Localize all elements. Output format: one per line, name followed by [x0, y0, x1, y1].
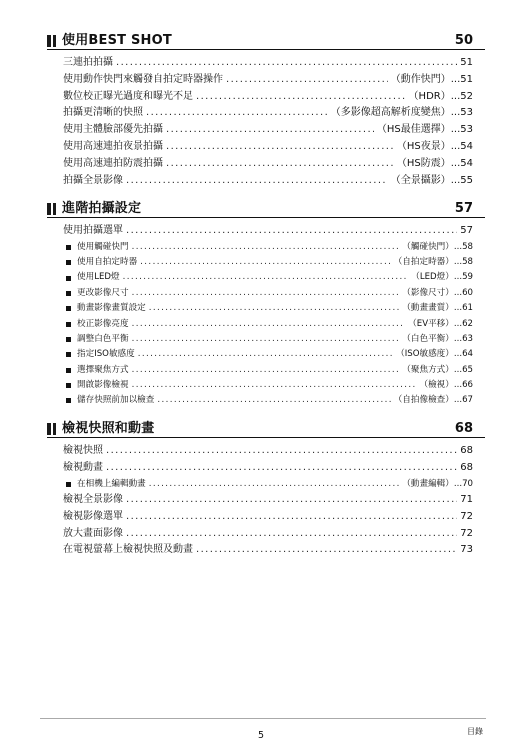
- section-bar-icon: [47, 203, 56, 215]
- dot-leader: [166, 156, 394, 173]
- footer-page-number: 5: [258, 730, 265, 741]
- toc-entry[interactable]: [63, 509, 473, 526]
- toc-entry[interactable]: [63, 139, 473, 156]
- dot-leader: [126, 492, 457, 509]
- toc-entry-label: 檢視動畫: [63, 461, 103, 473]
- toc-entry-page: 61: [462, 303, 473, 314]
- square-bullet-icon: [66, 322, 71, 327]
- dot-leader: [132, 240, 400, 255]
- toc-entry[interactable]: [63, 492, 473, 509]
- dot-leader: [132, 317, 406, 332]
- toc-entry-label: 使用自拍定時器: [77, 257, 138, 268]
- dot-leader-short: ...: [453, 395, 463, 406]
- toc-entry-menu-name: （觸碰快門）: [402, 241, 454, 252]
- dot-leader: [132, 363, 400, 378]
- toc-entry-page: 51: [460, 73, 473, 85]
- toc-entry-label: 使用動作快門來觸發自拍定時器操作: [63, 73, 223, 85]
- toc-entry-page: 68: [460, 445, 473, 456]
- toc-entry[interactable]: [63, 156, 473, 173]
- toc-entry[interactable]: [63, 477, 473, 492]
- toc-entry[interactable]: [63, 317, 473, 332]
- dot-leader: [132, 332, 400, 347]
- toc-entry-list: [47, 443, 485, 559]
- dot-leader-short: ...: [450, 140, 461, 152]
- footer-divider: [40, 718, 486, 719]
- dot-leader: [106, 443, 457, 460]
- toc-entry-menu-name: （自拍定時器）: [393, 257, 454, 268]
- dot-leader: [196, 542, 457, 559]
- toc-entry[interactable]: [63, 526, 473, 543]
- toc-entry[interactable]: [63, 301, 473, 316]
- toc-entry-label: 使用拍攝選單: [63, 225, 123, 236]
- dot-leader: [196, 89, 406, 106]
- toc-entry-menu-name: （檢視）: [419, 379, 454, 390]
- dot-leader: [126, 173, 388, 190]
- toc-entry-label: 三連拍拍攝: [63, 57, 113, 68]
- toc-entry[interactable]: [63, 173, 473, 190]
- toc-entry-page: 58: [462, 241, 473, 252]
- footer-section-label: 目錄: [467, 727, 483, 736]
- toc-entry-label: 在電視螢幕上檢視快照及動畫: [63, 544, 193, 556]
- toc-entry-menu-name: （影像尺寸）: [402, 287, 454, 298]
- toc-entry-menu-name: （EV平移）: [408, 318, 454, 329]
- toc-entry-page: 54: [460, 157, 473, 169]
- dot-leader: [123, 270, 409, 285]
- toc-entry[interactable]: [63, 72, 473, 89]
- toc-entry[interactable]: [63, 122, 473, 139]
- dot-leader: [116, 55, 457, 72]
- section-header: [47, 33, 485, 50]
- dot-leader: [166, 122, 374, 139]
- toc-entry[interactable]: [63, 270, 473, 285]
- dot-leader: [126, 526, 457, 543]
- toc-entry-menu-name: （自拍像檢查）: [393, 395, 454, 406]
- toc-entry[interactable]: [63, 89, 473, 106]
- toc-entry-menu-name: （ISO敏感度）: [396, 349, 454, 360]
- toc-entry[interactable]: [63, 55, 473, 72]
- toc-entry-label: 動畫影像畫質設定: [77, 303, 146, 314]
- square-bullet-icon: [66, 482, 71, 487]
- section-bar-icon: [47, 423, 56, 435]
- section-title: 進階拍攝設定: [62, 201, 142, 216]
- toc-entry-list: [47, 55, 485, 189]
- toc-entry-menu-name: （HS夜景）: [396, 140, 451, 152]
- dot-leader-short: ...: [453, 257, 463, 268]
- dot-leader-short: ...: [450, 107, 461, 119]
- toc-entry-label: 檢視影像選單: [63, 510, 123, 522]
- toc-entry-label: 儲存快照前加以檢查: [77, 395, 155, 406]
- toc-entry-label: 拍攝全景影像: [63, 174, 123, 186]
- toc-entry[interactable]: [63, 255, 473, 270]
- toc-entry-label: 指定ISO敏感度: [77, 349, 135, 360]
- dot-leader-short: ...: [450, 174, 461, 186]
- toc-entry-menu-name: （多影像超高解析度變焦）: [330, 107, 451, 119]
- section-title: 使用BEST SHOT: [62, 33, 172, 48]
- square-bullet-icon: [66, 245, 71, 250]
- toc-entry-menu-name: （LED燈）: [411, 272, 454, 283]
- toc-entry-page: 59: [462, 272, 473, 283]
- dot-leader: [132, 286, 400, 301]
- square-bullet-icon: [66, 398, 71, 403]
- toc-entry-page: 67: [462, 395, 473, 406]
- toc-entry-page: 62: [462, 318, 473, 329]
- toc-entry-label: 拍攝更清晰的快照: [63, 107, 143, 119]
- toc-entry[interactable]: [63, 460, 473, 477]
- toc-entry-menu-name: （HDR）: [408, 90, 451, 102]
- toc-entry[interactable]: [63, 393, 473, 408]
- toc-entry-page: 54: [460, 140, 473, 152]
- toc-entry-page: 57: [460, 225, 473, 236]
- toc-section: [47, 421, 485, 559]
- toc-entry-menu-name: （動畫編輯）: [402, 478, 454, 489]
- square-bullet-icon: [66, 368, 71, 373]
- toc-entry-page: 73: [460, 544, 473, 556]
- toc-section: [47, 33, 485, 189]
- dot-leader-short: ...: [453, 272, 463, 283]
- toc-entry-page: 71: [460, 493, 473, 505]
- toc-entry-menu-name: （白色平衡）: [402, 333, 454, 344]
- toc-section: [47, 201, 485, 409]
- dot-leader-short: ...: [453, 379, 463, 390]
- toc-entry-page: 53: [460, 107, 473, 119]
- dot-leader-short: ...: [453, 333, 463, 344]
- dot-leader-short: ...: [450, 73, 461, 85]
- dot-leader: [140, 255, 391, 270]
- toc-entry-page: 53: [460, 124, 473, 136]
- square-bullet-icon: [66, 306, 71, 311]
- toc-entry-page: 65: [462, 364, 473, 375]
- dot-leader: [149, 477, 400, 492]
- toc-entry[interactable]: [63, 347, 473, 362]
- toc-entry-page: 72: [460, 510, 473, 522]
- toc-entry-list: [47, 223, 485, 409]
- toc-entry-page: 72: [460, 527, 473, 539]
- dot-leader: [149, 301, 400, 316]
- dot-leader-short: ...: [453, 478, 463, 489]
- section-page-number: 57: [454, 201, 473, 216]
- toc-entry-page: 51: [460, 57, 473, 68]
- section-page-number: 50: [454, 33, 473, 48]
- toc-entry-label: 檢視全景影像: [63, 493, 123, 505]
- dot-leader-short: ...: [453, 303, 463, 314]
- toc-entry[interactable]: [63, 363, 473, 378]
- toc-entry-page: 63: [462, 333, 473, 344]
- toc-entry-menu-name: （HS防震）: [396, 157, 451, 169]
- toc-entry-label: 開啟影像檢視: [77, 379, 129, 390]
- toc-entry-page: 70: [462, 478, 473, 489]
- dot-leader-short: ...: [453, 364, 463, 375]
- toc-entry-page: 64: [462, 349, 473, 360]
- dot-leader-short: ...: [453, 318, 463, 329]
- square-bullet-icon: [66, 337, 71, 342]
- toc-entry[interactable]: [63, 240, 473, 255]
- toc-entry-label: 數位校正曝光過度和曝光不足: [63, 90, 193, 102]
- toc-entry[interactable]: [63, 542, 473, 559]
- toc-entry-label: 選擇聚焦方式: [77, 364, 129, 375]
- toc-entry-page: 66: [462, 379, 473, 390]
- dot-leader: [132, 378, 417, 393]
- square-bullet-icon: [66, 352, 71, 357]
- toc-entry-menu-name: （聚焦方式）: [402, 364, 454, 375]
- dot-leader: [166, 139, 394, 156]
- dot-leader: [106, 460, 457, 477]
- dot-leader: [146, 105, 328, 122]
- toc-entry[interactable]: [63, 105, 473, 122]
- toc-entry[interactable]: [63, 378, 473, 393]
- toc-entry[interactable]: [63, 332, 473, 347]
- square-bullet-icon: [66, 383, 71, 388]
- dot-leader-short: ...: [450, 157, 461, 169]
- toc-entry-page: 55: [460, 174, 473, 186]
- dot-leader-short: ...: [450, 124, 461, 136]
- toc-entry-menu-name: （動畫畫質）: [402, 303, 454, 314]
- toc-entry[interactable]: [63, 443, 473, 460]
- toc-entry-menu-name: （動作快門）: [390, 73, 451, 85]
- toc-entry-page: 68: [460, 461, 473, 473]
- toc-entry-label: 校正影像亮度: [77, 318, 129, 329]
- section-header: [47, 201, 485, 218]
- toc-entry-label: 放大畫面影像: [63, 527, 123, 539]
- toc-entry-label: 更改影像尺寸: [77, 287, 129, 298]
- dot-leader: [157, 393, 390, 408]
- toc-entry-label: 在相機上編輯動畫: [77, 478, 146, 489]
- toc-entry-page: 52: [460, 90, 473, 102]
- section-header: [47, 421, 485, 438]
- toc-entry-label: 使用主體臉部優先拍攝: [63, 124, 163, 136]
- toc-entry-label: 檢視快照: [63, 445, 103, 456]
- square-bullet-icon: [66, 260, 71, 265]
- dot-leader: [226, 72, 388, 89]
- toc-entry-menu-name: （HS最佳選擇）: [376, 124, 451, 136]
- section-bar-icon: [47, 35, 56, 47]
- dot-leader: [126, 223, 457, 240]
- toc-entry-page: 60: [462, 287, 473, 298]
- toc-entry-label: 使用觸碰快門: [77, 241, 129, 252]
- section-title: 檢視快照和動畫: [62, 421, 155, 436]
- toc-entry-label: 調整白色平衡: [77, 333, 129, 344]
- section-page-number: 68: [454, 421, 473, 436]
- toc-entry[interactable]: [63, 286, 473, 301]
- toc-entry-label: 使用高速連拍防震拍攝: [63, 157, 163, 169]
- square-bullet-icon: [66, 291, 71, 296]
- toc-entry-label: 使用LED燈: [77, 272, 120, 283]
- dot-leader-short: ...: [453, 241, 463, 252]
- dot-leader-short: ...: [450, 90, 461, 102]
- toc-entry[interactable]: [63, 223, 473, 240]
- dot-leader: [138, 347, 393, 362]
- dot-leader-short: ...: [453, 349, 463, 360]
- dot-leader: [126, 509, 457, 526]
- toc-entry-label: 使用高速連拍夜景拍攝: [63, 140, 163, 152]
- toc-entry-page: 58: [462, 257, 473, 268]
- dot-leader-short: ...: [453, 287, 463, 298]
- square-bullet-icon: [66, 276, 71, 281]
- toc-entry-menu-name: （全景攝影）: [390, 174, 451, 186]
